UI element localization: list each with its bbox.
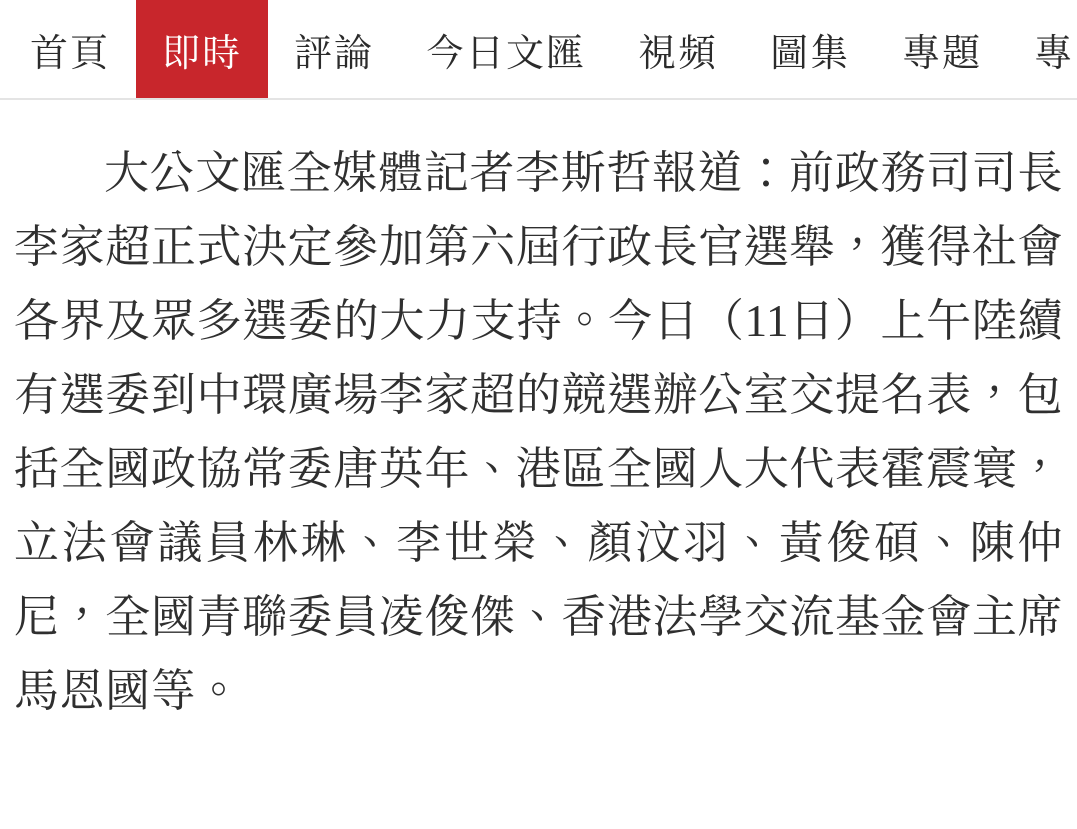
nav-item-commentary[interactable]: 評論: [294, 32, 375, 75]
nav-item-today-wenhui[interactable]: 今日文匯: [426, 32, 587, 75]
article-paragraph: 大公文匯全媒體記者李斯哲報道：前政務司司長李家超正式決定參加第六屆行政長官選舉，獲得社會各界及眾多選委的大力支持。今日（11日）上午陸續有選委到中環廣場李家超的競選辦公室交提名表，包括全國政協常委唐英年、港區全國人大代表霍震寰，立法會議員林琳、李世榮、顏汶羽、黃俊碩、陳仲尼，全國青聯委員凌俊傑、香港法學交流基金會主席馬恩國等。: [14, 148, 1063, 716]
nav-item-special-topic[interactable]: 專題: [902, 32, 983, 75]
top-navigation-bar: [0, 0, 1077, 100]
article-body: [0, 100, 1077, 728]
nav-item-home[interactable]: 首頁: [30, 32, 111, 75]
nav-item-video[interactable]: 視頻: [638, 32, 719, 75]
nav-item-overflow[interactable]: 專: [1034, 32, 1075, 75]
nav-item-instant[interactable]: 即時: [136, 0, 268, 98]
nav-item-gallery[interactable]: 圖集: [770, 32, 851, 75]
